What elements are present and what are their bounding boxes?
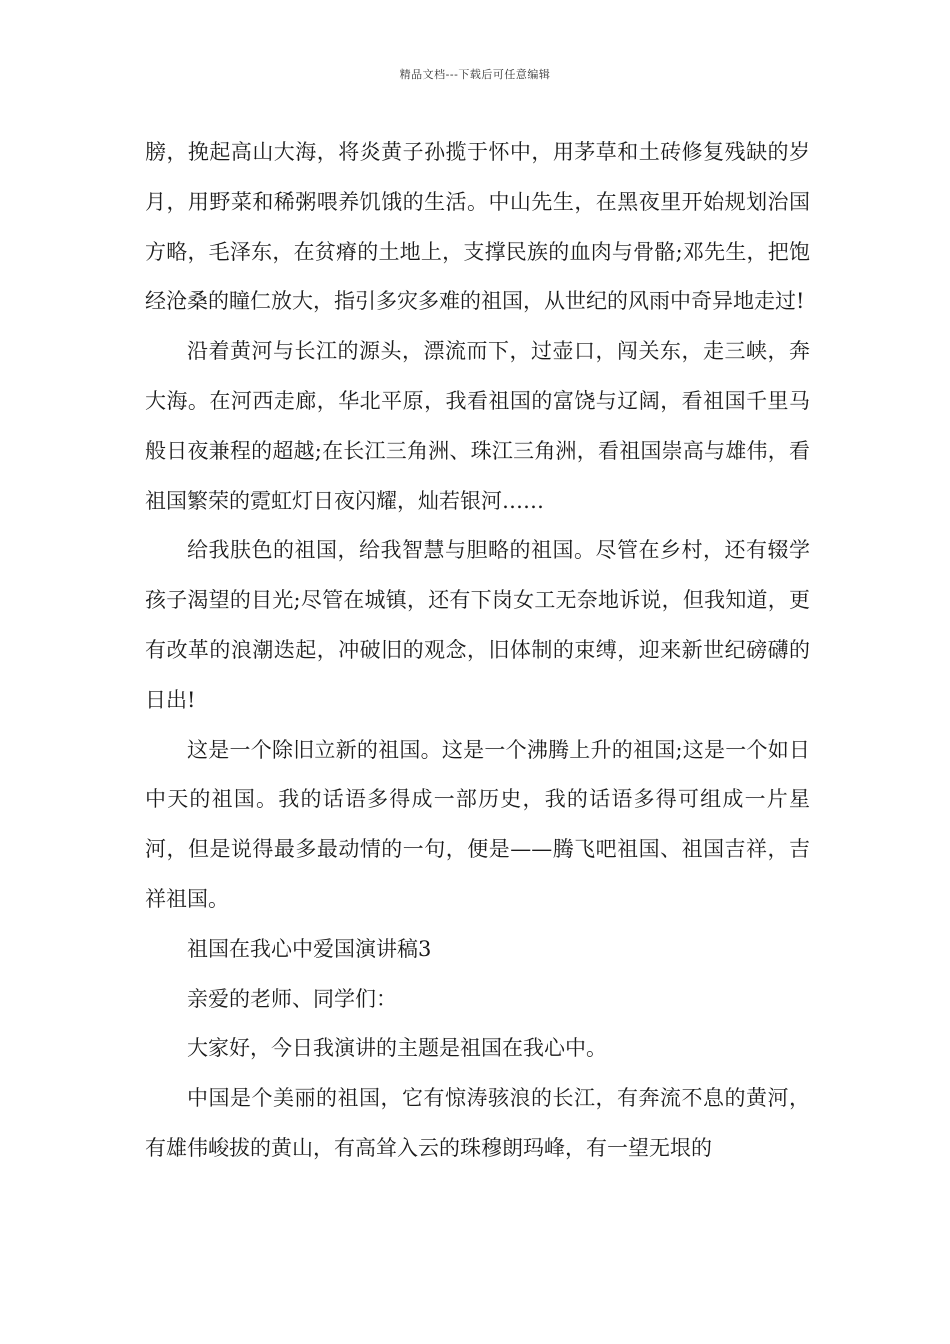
paragraph: 给我肤色的祖国，给我智慧与胆略的祖国。尽管在乡村，还有辍学孩子渴望的目光;尽管在城镇，还有下岗女工无奈地诉说，但我知道，更有改革的浪潮迭起，冲破旧的观念，旧体制的束缚，迎来新世纪磅礴的日出! [145,538,810,712]
section-title: 祖国在我心中爱国演讲稿3 [187,936,432,961]
paragraph: 膀，挽起高山大海，将炎黄子孙揽于怀中，用茅草和土砖修复残缺的岁月，用野菜和稀粥喂养饥饿的生活。中山先生，在黑夜里开始规划治国方略，毛泽东，在贫瘠的土地上，支撑民族的血肉与骨骼;邓先生，把饱经沧桑的瞳仁放大，指引多灾多难的祖国，从世纪的风雨中奇异地走过! [145,140,810,314]
paragraph: 大家好，今日我演讲的主题是祖国在我心中。 [187,1036,607,1061]
salutation: 亲爱的老师、同学们： [187,986,397,1011]
document-body [145,128,810,1174]
paragraph: 这是一个除旧立新的祖国。这是一个沸腾上升的祖国;这是一个如日中天的祖国。我的话语多得成一部历史，我的话语多得可组成一片星河，但是说得最多最动情的一句，便是——腾飞吧祖国、祖国吉祥，吉祥祖国。 [145,737,810,911]
paragraph: 沿着黄河与长江的源头，漂流而下，过壶口，闯关东，走三峡，奔大海。在河西走廊，华北平原，我看祖国的富饶与辽阔，看祖国千里马般日夜兼程的超越;在长江三角洲、珠江三角洲，看祖国崇高与雄伟，看祖国繁荣的霓虹灯日夜闪耀，灿若银河…… [145,339,810,513]
page-header: 精品文档---下载后可任意编辑 [399,68,551,81]
paragraph: 中国是个美丽的祖国，它有惊涛骇浪的长江，有奔流不息的黄河，有雄伟峻拔的黄山，有高耸入云的珠穆朗玛峰，有一望无垠的 [145,1086,810,1160]
